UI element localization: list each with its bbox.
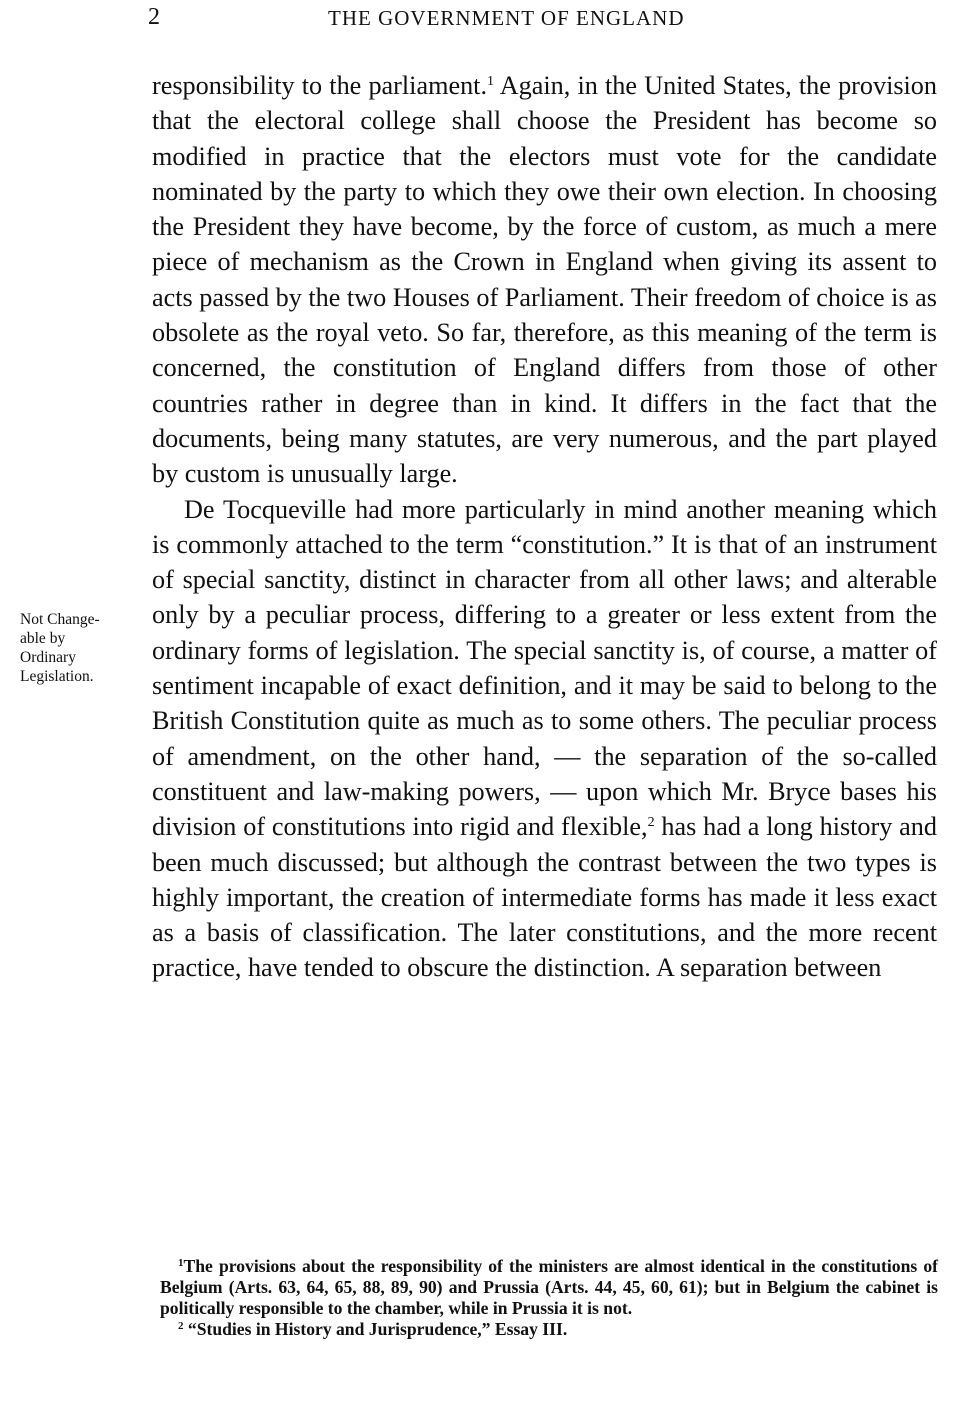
running-title: THE GOVERNMENT OF ENGLAND: [328, 6, 685, 30]
paragraph-1-rest: Again, in the United States, the provision that the electoral college shall choose the President has become so modified in practice that the electors must vote for the candidate nominated by the party to which they owe their own election. In choosing the President they have become, by the force of custom, as much a mere piece of mechanism as the Crown in England when giving its assent to acts passed by the two Houses of Parliament. Their freedom of choice is as obsolete as the royal veto. So far, therefore, as this meaning of the term is concerned, the constitution of England differs from those of other countries rather in degree than in kind. It differs in the fact that the documents, being many statutes, are very numerous, and the part played by custom is unusually large.: [152, 71, 937, 489]
footnote-1-mark: 1: [178, 1257, 184, 1269]
paragraph-1-start: responsibility to the parliament.: [152, 71, 487, 100]
paragraph-1: [152, 68, 937, 492]
footnotes: [160, 1256, 938, 1340]
margin-note-line: Not Change-: [20, 611, 100, 628]
footnote-ref-1: 1: [487, 74, 494, 89]
body-text: [152, 68, 937, 986]
page-number: 2: [148, 4, 161, 30]
margin-note: [20, 610, 142, 686]
footnote-2-mark: 2: [178, 1320, 184, 1332]
margin-note-line: Legislation.: [20, 668, 94, 685]
footnote-2: [160, 1319, 938, 1340]
paragraph-2-start: De Tocqueville had more particularly in mind another meaning which is commonly attached to the term “constitution.” It is that of an instrument of special sanctity, distinct in character from all other laws; and alterable only by a peculiar process, differing to a greater or less extent from the ordinary forms of legislation. The special sanctity is, of course, a matter of sentiment incapable of exact definition, and it may be said to belong to the British Constitution quite as much as to some others. The peculiar process of amendment, on the other hand, — the separation of the so-called constituent and law-making powers, — upon which Mr. Bryce bases his division of constitutions into rigid and flexible,: [152, 494, 937, 842]
margin-note-line: Ordinary: [20, 649, 76, 666]
margin-note-line: able by: [20, 630, 66, 647]
paragraph-2: [152, 492, 937, 986]
footnote-1: [160, 1256, 938, 1319]
footnote-ref-2: 2: [647, 815, 655, 831]
footnote-1-text: The provisions about the responsibility of the ministers are almost identical in the constitutions of Belgium (Arts. 63, 64, 65, 88, 89, 90) and Prussia (Arts. 44, 45, 60, 61); but in Belgium the cabinet is politically responsible to the chamber, while in Prussia it is not.: [160, 1256, 938, 1318]
running-head: [148, 4, 938, 34]
footnote-2-text: “Studies in History and Jurisprudence,” Essay III.: [187, 1319, 568, 1339]
paragraph-2-rest: has had a long history and been much discussed; but although the contrast between the two types is highly important, the creation of intermediate forms has made it less exact as a basis of classification. The later constitutions, and the more recent practice, have tended to obscure the distinction. A separation between: [152, 812, 937, 983]
